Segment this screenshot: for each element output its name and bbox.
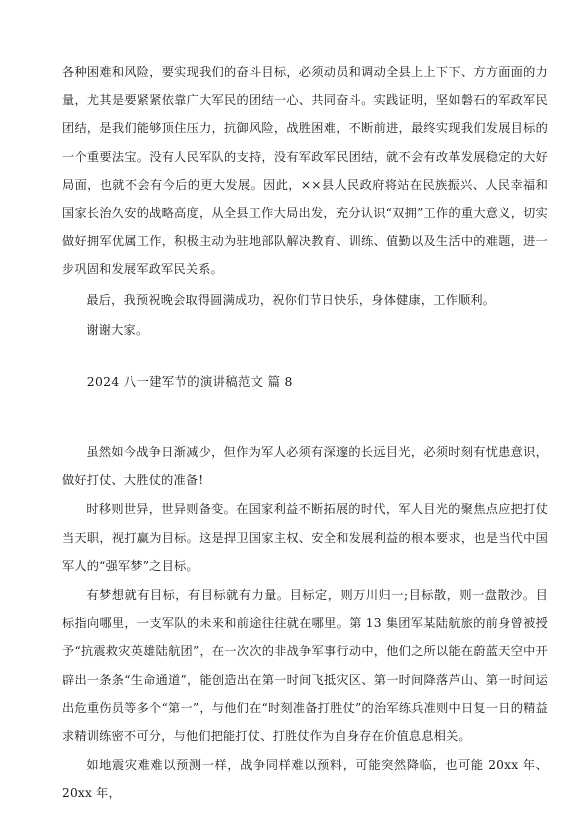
paragraph-long-vision: 虽然如今战争日渐减少，但作为军人必须有深邃的长远目光，必须时刻有忧患意识，做好打仗、大胜仗的准备! xyxy=(62,445,548,488)
document-page xyxy=(62,58,548,808)
paragraph-thanks: 谢谢大家。 xyxy=(86,322,149,337)
paragraph-dream-goal: 有梦想就有目标，有目标就有力量。目标定，则万川归一;目标散，则一盘散沙。目标指向哪里，一支军队的未来和前途往往就在哪里。第 13 集团军某陆航旅的前身曾被授予“抗震救灾英雄陆航团”，在一次次的非战争军事行动中，他们之所以能在蔚蓝天空中开辟出一条条“生命通道”，能创造出在第一时间飞抵灾区、第一时间降落芦山、第一时间运出危重伤员等多个“第一”，与他们在“时刻准备打胜仗”的治军练兵准则中日复一日的精益求精训练密不可分，与他们把能打仗、打胜仗作为自身存在价值息息相关。 xyxy=(62,588,548,744)
paragraph-earthquake: 如地震灾难难以预测一样，战争同样难以预料，可能突然降临，也可能 20xx 年、20xx 年， xyxy=(62,758,548,801)
paragraph-times-change: 时移则世异，世异则备变。在国家利益不断拓展的时代，军人目光的聚焦点应把打仗当天职，视打赢为目标。这是捍卫国家主权、安全和发展利益的根本要求，也是当代中国军人的“强军梦”之目标。 xyxy=(62,502,548,573)
paragraph-military-unity: 各种困难和风险，要实现我们的奋斗目标，必须动员和调动全县上上下下、方方面面的力量，尤其是要紧紧依靠广大军民的团结一心、共同奋斗。实践证明，坚如磐石的军政军民团结，是我们能够顶住压力，抗御风险，战胜困难，不断前进，最终实现我们发展目标的一个重要法宝。没有人民军队的支持，没有军政军民团结，就不会有改革发展稳定的大好局面，也就不会有今后的更大发展。因此，××县人民政府将站在民族振兴、人民幸福和国家长治久安的战略高度，从全县工作大局出发，充分认识“双拥”工作的重大意义，切实做好拥军优属工作，积极主动为驻地部队解决教育、训练、值勤以及生活中的难题，进一步巩固和发展军政军民关系。 xyxy=(62,65,548,277)
section-title: 2024 八一建军节的演讲稿范文 篇 8 xyxy=(86,374,293,390)
paragraph-wishes: 最后，我预祝晚会取得圆满成功，祝你们节日快乐，身体健康，工作顺利。 xyxy=(86,292,496,307)
